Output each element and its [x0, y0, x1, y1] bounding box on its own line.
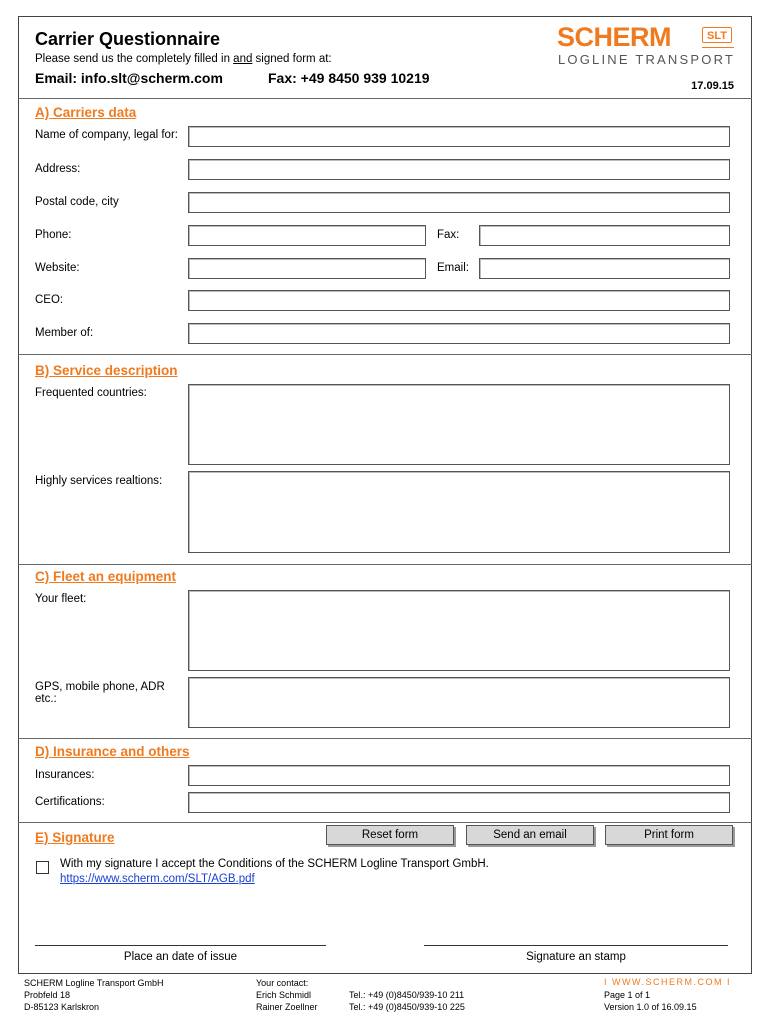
logo-rule	[702, 47, 734, 48]
section-e-heading: E) Signature	[35, 830, 115, 845]
address-input[interactable]	[188, 159, 730, 180]
website-label: Website:	[35, 262, 80, 274]
member-input[interactable]	[188, 323, 730, 344]
signature-line	[424, 945, 728, 946]
email-input[interactable]	[479, 258, 730, 279]
footer-contacts: Your contact: Erich Schmidl Rainer Zoellner	[256, 978, 318, 1012]
reset-form-button[interactable]: Reset form	[326, 825, 454, 845]
gps-textarea[interactable]	[188, 677, 730, 728]
fleet-textarea[interactable]	[188, 590, 730, 671]
place-date-label: Place an date of issue	[123, 951, 238, 963]
email-label: Email:	[437, 262, 469, 274]
signature-label: Signature an stamp	[526, 951, 626, 963]
postal-input[interactable]	[188, 192, 730, 213]
divider	[18, 822, 752, 823]
page-title: Carrier Questionnaire	[35, 29, 221, 49]
footer-address: SCHERM Logline Transport GmbH Probfeld 18 D-85123 Karlskron	[24, 978, 164, 1012]
postal-label: Postal code, city	[35, 196, 119, 208]
divider	[18, 738, 752, 739]
logo-subline: LOGLINE TRANSPORT	[558, 52, 736, 67]
accept-checkbox[interactable]	[36, 861, 49, 874]
footer-website: I WWW.SCHERM.COM I	[604, 977, 731, 987]
company-input[interactable]	[188, 126, 730, 147]
section-a-heading: A) Carriers data	[35, 105, 137, 120]
website-input[interactable]	[188, 258, 426, 279]
accept-text: With my signature I accept the Conditions of the SCHERM Logline Transport GmbH.	[60, 858, 489, 870]
footer-phones: Tel.: +49 (0)8450/939-10 211 Tel.: +49 (0)8450/939-10 225	[349, 990, 465, 1012]
contact-email: Email: info.slt@scherm.com	[35, 70, 223, 86]
fax-input[interactable]	[479, 225, 730, 246]
relations-label: Highly services realtions:	[35, 475, 163, 487]
send-email-button[interactable]: Send an email	[466, 825, 594, 845]
countries-textarea[interactable]	[188, 384, 730, 465]
certifications-input[interactable]	[188, 792, 730, 813]
logo-badge: SLT	[702, 27, 732, 43]
form-date: 17.09.15	[691, 80, 734, 92]
countries-label: Frequented countries:	[35, 387, 147, 399]
page-subtitle: Please send us the completely filled in and signed form at:	[35, 53, 332, 65]
ceo-label: CEO:	[35, 294, 64, 306]
divider	[18, 354, 752, 355]
section-c-heading: C) Fleet an equipment	[35, 569, 177, 584]
place-date-line	[35, 945, 326, 946]
fax-label: Fax:	[437, 229, 460, 241]
section-d-heading: D) Insurance and others	[35, 744, 190, 759]
section-b-heading: B) Service description	[35, 363, 178, 378]
member-label: Member of:	[35, 327, 94, 339]
phone-input[interactable]	[188, 225, 426, 246]
print-form-button[interactable]: Print form	[605, 825, 733, 845]
ceo-input[interactable]	[188, 290, 730, 311]
relations-textarea[interactable]	[188, 471, 730, 553]
insurances-label: Insurances:	[35, 769, 95, 781]
company-label: Name of company, legal for:	[35, 129, 178, 141]
gps-label: GPS, mobile phone, ADR etc.:	[35, 681, 165, 705]
divider	[18, 564, 752, 565]
divider	[18, 98, 752, 99]
company-logo: SCHERM	[557, 22, 672, 52]
address-label: Address:	[35, 163, 81, 175]
fleet-label: Your fleet:	[35, 593, 87, 605]
contact-fax: Fax: +49 8450 939 10219	[268, 70, 430, 86]
phone-label: Phone:	[35, 229, 72, 241]
footer-page-info: Page 1 of 1 Version 1.0 of 16.09.15	[604, 990, 697, 1012]
agb-link[interactable]: https://www.scherm.com/SLT/AGB.pdf	[60, 873, 255, 885]
insurances-input[interactable]	[188, 765, 730, 786]
certifications-label: Certifications:	[35, 796, 105, 808]
